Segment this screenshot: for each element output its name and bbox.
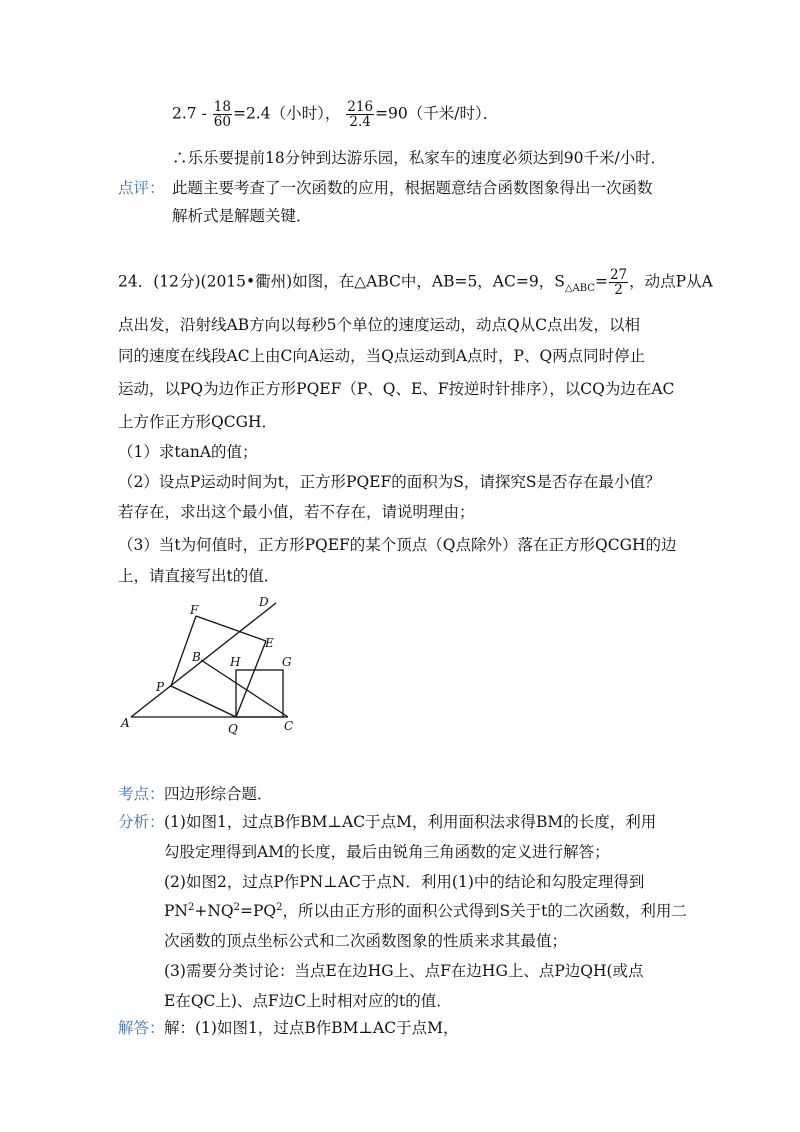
triangle-subscript: △ABC (564, 282, 595, 294)
analysis-2-line-3: 次函数的顶点坐标公式和二次函数图象的性质来求其最值； (164, 932, 568, 950)
analysis-2-pq: =PQ (240, 902, 277, 920)
exp-1: 2 (188, 901, 195, 913)
square-qcgh (236, 670, 283, 717)
problem-line-5: 上方作正方形QCGH． (118, 413, 277, 431)
label-q: Q (228, 722, 238, 736)
analysis-1-line-2: 勾股定理得到AM的长度，最后由锐角三角函数的定义进行解答； (164, 843, 610, 861)
label-b: B (192, 650, 201, 664)
problem-header: 24．(12分)(2015•衢州)如图，在△ABC中，AB=5，AC=9，$S_{\triangle ABC}=$ $\frac{27}{2}$ ，动点P从A (118, 267, 713, 299)
calc-b-numerator: 216 (347, 99, 374, 115)
area-fraction (609, 268, 628, 297)
calc-b-denominator: 2.4 (349, 114, 371, 131)
comment-line-2: 解析式是解题关键． (172, 207, 312, 225)
line-eq (236, 641, 266, 717)
comment-line-1: 此题主要考查了一次函数的应用，根据题意结合函数图象得出一次函数 (172, 179, 653, 197)
label-f: F (190, 603, 199, 617)
calc-a-numerator: 18 (213, 99, 231, 115)
label-p: P (156, 680, 165, 694)
calc-a-fraction (213, 100, 232, 129)
analysis-3-line-2: E在QC上)、点F边C上时相对应的t的值． (164, 992, 452, 1010)
geometry-figure (110, 590, 310, 740)
comment-label: 点评： (118, 179, 165, 197)
ray-ad (131, 603, 276, 717)
label-c: C (284, 719, 294, 733)
kaodian-text: 四边形综合题． (164, 785, 273, 803)
calc-b-fraction (346, 100, 374, 129)
exp-3: 2 (276, 901, 283, 913)
analysis-2-line-2 (164, 899, 687, 921)
calc-b-result: =90（千米/时）． (375, 104, 499, 123)
jieda-label: 解答： (118, 1019, 165, 1037)
analysis-2-nq: +NQ (194, 902, 234, 920)
analysis-2-rest: ，所以由正方形的面积公式得到S关于t的二次函数，利用二 (282, 902, 687, 920)
jieda-text: 解：(1)如图1，过点B作BM⊥AC于点M， (164, 1019, 459, 1037)
area-denominator: 2 (614, 282, 623, 299)
label-h: H (230, 655, 241, 669)
conclusion-text: ∴乐乐要提前18分钟到达游乐园，私家车的速度必须达到90千米/小时． (172, 149, 667, 167)
kaodian-label: 考点： (118, 785, 165, 803)
question-3-line-1: （3）当t为何值时，正方形PQEF的某个顶点（Q点除外）落在正方形QCGH的边 (118, 536, 677, 554)
exp-2: 2 (233, 901, 241, 913)
line-bc (201, 660, 288, 717)
analysis-2-line-1: (2)如图2，过点P作PN⊥AC于点N．利用(1)中的结论和勾股定理得到 (164, 873, 645, 891)
calc-a-denominator: 60 (213, 114, 231, 131)
label-a: A (121, 716, 130, 730)
question-3-line-2: 上，请直接写出t的值． (118, 567, 280, 585)
label-g: G (282, 655, 292, 669)
problem-header-prefix: 24．(12分)(2015•衢州)如图，在△ABC中，AB=5，AC=9，S (118, 272, 565, 291)
problem-header-suffix: ，动点P从A (629, 272, 713, 291)
label-e: E (265, 636, 274, 650)
problem-line-2: 点出发，沿射线AB方向以每秒5个单位的速度运动，动点Q从C点出发，以相 (118, 316, 641, 334)
label-d: D (259, 595, 269, 609)
calc-a-result: =2.4（小时）， (232, 104, 341, 123)
analysis-3-line-1: (3)需要分类讨论：当点E在边HG上、点F在边HG上、点P边QH(或点 (164, 962, 644, 980)
analysis-1-line-1: (1)如图1，过点B作BM⊥AC于点M，利用面积法求得BM的长度，利用 (164, 813, 657, 831)
analysis-2-pn: PN (164, 902, 188, 920)
calc-a-prefix: 2.7 - (172, 104, 207, 123)
question-2-line-1: （2）设点P运动时间为t，正方形PQEF的面积为S，请探究S是否存在最小值？ (118, 473, 661, 491)
problem-line-4: 运动，以PQ为边作正方形PQEF（P、Q、E、F按逆时针排序），以CQ为边在AC (118, 380, 675, 398)
question-2-line-2: 若存在，求出这个最小值，若不存在，请说明理由； (118, 503, 475, 521)
calc-line (172, 100, 498, 129)
area-numerator: 27 (609, 267, 628, 283)
fenxi-label: 分析： (118, 813, 165, 831)
line-pq (171, 686, 236, 717)
question-1: （1）求tanA的值； (118, 443, 258, 461)
problem-line-3: 同的速度在线段AC上由C向A运动，当Q点运动到A点时，P、Q两点同时停止 (118, 347, 646, 365)
